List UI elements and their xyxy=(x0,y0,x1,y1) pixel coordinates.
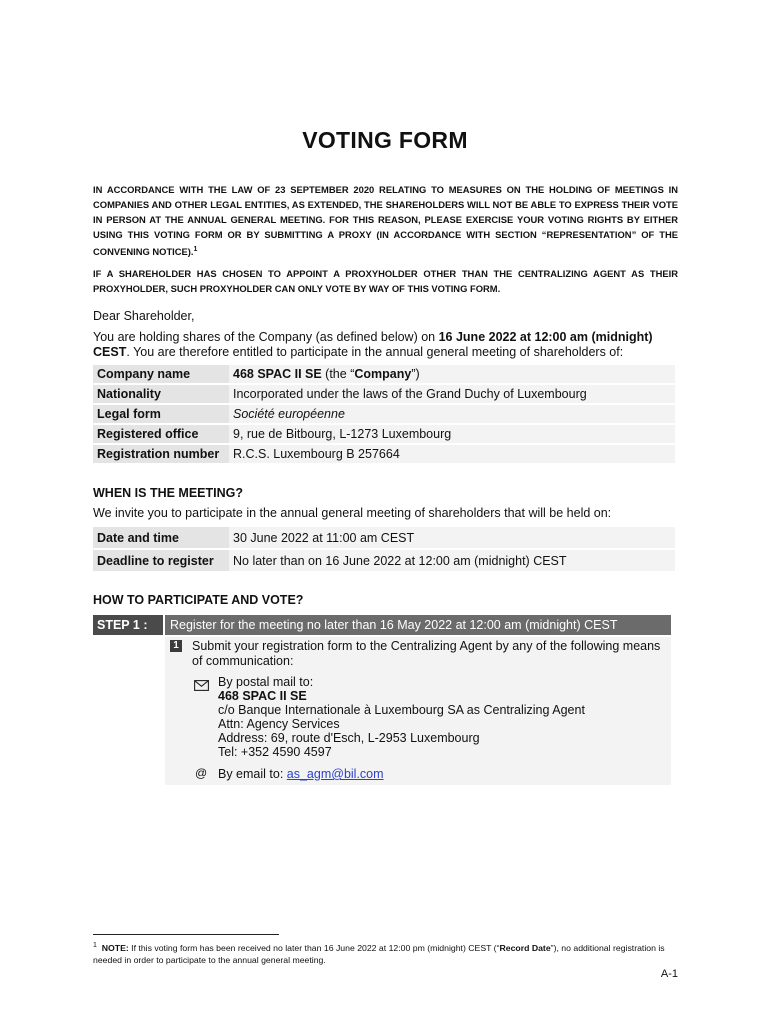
table-row xyxy=(93,527,675,548)
email-link[interactable]: as_agm@bil.com xyxy=(286,767,384,781)
submit-instructions: Submit your registration form to the Centralizing Agent by any of the following means of communication: xyxy=(192,639,661,668)
company-defined-term: Company xyxy=(354,367,412,381)
footnote xyxy=(93,940,678,966)
nationality-key: Nationality xyxy=(93,385,229,403)
holding-statement xyxy=(93,330,683,360)
footnote-marker: 1 xyxy=(93,942,97,949)
postal-line-4: Tel: +352 4590 4597 xyxy=(218,745,332,759)
registration-number-value: R.C.S. Luxembourg B 257664 xyxy=(229,445,675,463)
company-name-value xyxy=(229,365,675,383)
postal-label: By postal mail to: xyxy=(218,675,314,689)
email-line xyxy=(218,767,384,781)
holding-post: . You are therefore entitled to participate in the annual general meeting of shareholders of: xyxy=(126,345,624,359)
registered-office-key: Registered office xyxy=(93,425,229,443)
greeting: Dear Shareholder, xyxy=(93,309,195,323)
meeting-heading: WHEN IS THE MEETING? xyxy=(93,486,243,500)
page-title: VOTING FORM xyxy=(302,127,468,153)
table-row xyxy=(93,405,675,423)
table-row xyxy=(93,425,675,443)
proxyholder-notice: IF A SHAREHOLDER HAS CHOSEN TO APPOINT A PROXYHOLDER OTHER THAN THE CENTRALIZING AGENT AS THEIR PROXYHOLDER, SUCH PROXYHOLDER CAN ONLY VOTE BY WAY OF THIS VOTING FORM. xyxy=(93,268,678,294)
postal-line-2: Attn: Agency Services xyxy=(218,717,340,731)
legal-form-value: Société européenne xyxy=(229,405,675,423)
record-date-bold: 16 June 2022 at 12:00 am (midnight) CEST xyxy=(93,330,653,359)
deadline-value: No later than on 16 June 2022 at 12:00 am (midnight) CEST xyxy=(229,550,675,571)
postal-address xyxy=(218,675,585,759)
footnote-text-post: ”), no additional registration is needed in order to participate to the annual general meeting. xyxy=(93,942,665,965)
company-name-post: ”) xyxy=(411,367,420,381)
postal-line-1: c/o Banque Internationale à Luxembourg SA as Centralizing Agent xyxy=(218,703,585,717)
item-number-badge: 1 xyxy=(170,640,182,652)
nationality-value: Incorporated under the laws of the Grand Duchy of Luxembourg xyxy=(229,385,675,403)
footnote-record-date: Record Date xyxy=(499,942,551,953)
registration-number-key: Registration number xyxy=(93,445,229,463)
covid-law-notice-text: IN ACCORDANCE WITH THE LAW OF 23 SEPTEMBER 2020 RELATING TO MEASURES ON THE HOLDING OF MEETINGS IN COMPANIES AND OTHER LEGAL ENTITIES, AS EXTENDED, THE SHAREHOLDERS WILL NOT BE ABLE TO EXPRESS THEIR VOTE IN PERSON AT THE ANNUAL GENERAL MEETING. FOR THIS REASON, PLEASE EXERCISE YOUR VOTING RIGHTS BY EITHER USING THIS VOTING FORM OR BY SUBMITTING A PROXY (IN ACCORDANCE WITH SECTION “REPRESENTATION” OF THE CONVENING NOTICE). xyxy=(93,184,678,258)
envelope-icon xyxy=(194,678,209,696)
date-time-key: Date and time xyxy=(93,527,229,548)
footnote-note-label: NOTE: xyxy=(101,942,129,953)
company-name-key: Company name xyxy=(93,365,229,383)
page-number: A-1 xyxy=(660,968,678,980)
table-row xyxy=(93,365,675,383)
meeting-info-table xyxy=(93,525,675,573)
at-sign-icon: @ xyxy=(195,766,208,780)
table-row xyxy=(93,550,675,571)
registration-methods-block xyxy=(165,637,671,785)
postal-recipient: 468 SPAC II SE xyxy=(218,689,307,703)
covid-law-notice xyxy=(93,182,678,259)
participate-heading: HOW TO PARTICIPATE AND VOTE? xyxy=(93,593,304,607)
date-time-value: 30 June 2022 at 11:00 am CEST xyxy=(229,527,675,548)
footnote-text-pre: If this voting form has been received no later than 16 June 2022 at 12:00 pm (midnight) CEST (“ xyxy=(128,942,500,953)
table-row xyxy=(93,385,675,403)
registered-office-value: 9, rue de Bitbourg, L-1273 Luxembourg xyxy=(229,425,675,443)
company-name-pre: (the “ xyxy=(321,367,355,381)
footnote-ref: 1 xyxy=(193,246,198,253)
company-info-table xyxy=(93,363,675,465)
step-1-text: Register for the meeting no later than 16 May 2022 at 12:00 am (midnight) CEST xyxy=(165,615,671,635)
holding-pre: You are holding shares of the Company (as defined below) on xyxy=(93,330,439,344)
deadline-key: Deadline to register xyxy=(93,550,229,571)
step-1-row xyxy=(93,615,671,635)
step-1-label: STEP 1 : xyxy=(93,615,163,635)
meeting-intro: We invite you to participate in the annual general meeting of shareholders that will be held on: xyxy=(93,506,612,520)
table-row xyxy=(93,445,675,463)
email-label: By email to: xyxy=(218,767,287,781)
postal-line-3: Address: 69, route d'Esch, L-2953 Luxembourg xyxy=(218,731,480,745)
legal-form-key: Legal form xyxy=(93,405,229,423)
footnote-divider xyxy=(93,934,279,935)
company-name-bold: 468 SPAC II SE xyxy=(233,367,322,381)
